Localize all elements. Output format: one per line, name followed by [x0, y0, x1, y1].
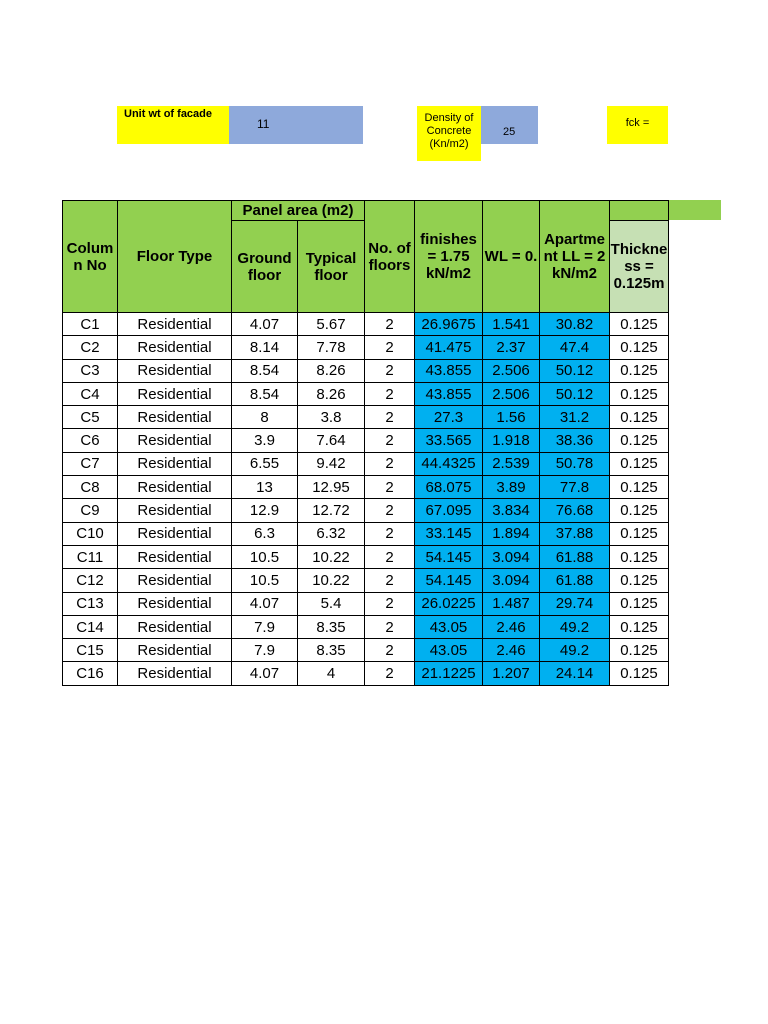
header-apartment-ll[interactable]: Apartme nt LL = 2 kN/m2 [540, 201, 610, 313]
cell-no-of-floors[interactable]: 2 [365, 639, 415, 662]
cell-no-of-floors[interactable]: 2 [365, 359, 415, 382]
cell-apartment-ll[interactable]: 30.82 [540, 313, 610, 336]
cell-floor-type[interactable]: Residential [118, 592, 232, 615]
cell-floor-type[interactable]: Residential [118, 406, 232, 429]
cell-finishes[interactable]: 54.145 [415, 569, 483, 592]
cell-wl[interactable]: 1.894 [483, 522, 540, 545]
table-row [63, 382, 669, 405]
cell-column-no[interactable]: C3 [63, 359, 118, 382]
cell-apartment-ll[interactable]: 29.74 [540, 592, 610, 615]
cell-ground-floor[interactable]: 13 [232, 476, 298, 499]
cell-apartment-ll[interactable]: 49.2 [540, 639, 610, 662]
cell-apartment-ll[interactable]: 24.14 [540, 662, 610, 685]
cell-wl[interactable]: 3.094 [483, 569, 540, 592]
cell-column-no[interactable]: C14 [63, 615, 118, 638]
cell-column-no[interactable]: C6 [63, 429, 118, 452]
header-floor-type[interactable]: Floor Type [118, 201, 232, 313]
cell-column-no[interactable]: C4 [63, 382, 118, 405]
cell-ground-floor[interactable]: 6.55 [232, 452, 298, 475]
cell-typical-floor[interactable]: 9.42 [298, 452, 365, 475]
cell-floor-type[interactable]: Residential [118, 336, 232, 359]
cell-thickness[interactable]: 0.125 [610, 499, 669, 522]
cell-typical-floor[interactable]: 6.32 [298, 522, 365, 545]
cell-ground-floor[interactable]: 8 [232, 406, 298, 429]
density-concrete-value[interactable]: 25 [481, 106, 538, 144]
cell-ground-floor[interactable]: 7.9 [232, 639, 298, 662]
cell-wl[interactable]: 1.918 [483, 429, 540, 452]
cell-finishes[interactable]: 43.05 [415, 639, 483, 662]
cell-typical-floor[interactable]: 12.95 [298, 476, 365, 499]
table-row [63, 452, 669, 475]
table-row [63, 476, 669, 499]
table-row [63, 499, 669, 522]
cell-wl[interactable]: 2.506 [483, 382, 540, 405]
cell-typical-floor[interactable]: 8.35 [298, 639, 365, 662]
cell-ground-floor[interactable]: 8.54 [232, 359, 298, 382]
cell-apartment-ll[interactable]: 61.88 [540, 569, 610, 592]
cell-ground-floor[interactable]: 4.07 [232, 592, 298, 615]
cell-typical-floor[interactable]: 7.78 [298, 336, 365, 359]
cell-no-of-floors[interactable]: 2 [365, 662, 415, 685]
cell-ground-floor[interactable]: 12.9 [232, 499, 298, 522]
cell-finishes[interactable]: 68.075 [415, 476, 483, 499]
cell-finishes[interactable]: 43.05 [415, 615, 483, 638]
cell-column-no[interactable]: C11 [63, 545, 118, 568]
cell-floor-type[interactable]: Residential [118, 382, 232, 405]
cell-wl[interactable]: 1.541 [483, 313, 540, 336]
cell-ground-floor[interactable]: 10.5 [232, 569, 298, 592]
cell-floor-type[interactable]: Residential [118, 522, 232, 545]
header-column-no[interactable]: Colum n No [63, 201, 118, 313]
cell-thickness[interactable]: 0.125 [610, 615, 669, 638]
cell-column-no[interactable]: C10 [63, 522, 118, 545]
cell-column-no[interactable]: C8 [63, 476, 118, 499]
cell-finishes[interactable]: 33.145 [415, 522, 483, 545]
header-thickness[interactable]: Thickne ss = 0.125m [610, 221, 669, 313]
cell-thickness[interactable]: 0.125 [610, 336, 669, 359]
cell-apartment-ll[interactable]: 50.78 [540, 452, 610, 475]
cell-thickness[interactable]: 0.125 [610, 522, 669, 545]
table-row [63, 662, 669, 685]
cell-column-no[interactable]: C16 [63, 662, 118, 685]
cell-no-of-floors[interactable]: 2 [365, 569, 415, 592]
cell-typical-floor[interactable]: 8.35 [298, 615, 365, 638]
cell-no-of-floors[interactable]: 2 [365, 452, 415, 475]
cell-thickness[interactable]: 0.125 [610, 545, 669, 568]
cell-ground-floor[interactable]: 4.07 [232, 313, 298, 336]
unit-wt-facade-value[interactable]: 11 [229, 106, 363, 144]
table-row [63, 592, 669, 615]
cell-wl[interactable]: 2.539 [483, 452, 540, 475]
cell-wl[interactable]: 3.094 [483, 545, 540, 568]
cell-apartment-ll[interactable]: 76.68 [540, 499, 610, 522]
cell-no-of-floors[interactable]: 2 [365, 522, 415, 545]
cell-typical-floor[interactable]: 4 [298, 662, 365, 685]
cell-column-no[interactable]: C13 [63, 592, 118, 615]
cell-finishes[interactable]: 41.475 [415, 336, 483, 359]
cell-floor-type[interactable]: Residential [118, 313, 232, 336]
cell-no-of-floors[interactable]: 2 [365, 592, 415, 615]
cell-no-of-floors[interactable]: 2 [365, 615, 415, 638]
cell-floor-type[interactable]: Residential [118, 359, 232, 382]
cell-floor-type[interactable]: Residential [118, 545, 232, 568]
cell-floor-type[interactable]: Residential [118, 662, 232, 685]
column-load-table [62, 200, 669, 686]
header-typical-floor[interactable]: Typical floor [298, 221, 365, 313]
cell-ground-floor[interactable]: 10.5 [232, 545, 298, 568]
cell-no-of-floors[interactable]: 2 [365, 406, 415, 429]
cell-no-of-floors[interactable]: 2 [365, 476, 415, 499]
cell-floor-type[interactable]: Residential [118, 476, 232, 499]
cell-wl[interactable]: 3.834 [483, 499, 540, 522]
table-row [63, 429, 669, 452]
cell-typical-floor[interactable]: 10.22 [298, 545, 365, 568]
density-concrete-label: Density of Concrete (Kn/m2) [417, 106, 481, 161]
table-row [63, 615, 669, 638]
cell-finishes[interactable]: 21.1225 [415, 662, 483, 685]
cell-floor-type[interactable]: Residential [118, 615, 232, 638]
table-row [63, 639, 669, 662]
cell-thickness[interactable]: 0.125 [610, 592, 669, 615]
cell-no-of-floors[interactable]: 2 [365, 382, 415, 405]
cell-no-of-floors[interactable]: 2 [365, 429, 415, 452]
cell-typical-floor[interactable]: 12.72 [298, 499, 365, 522]
cell-thickness[interactable]: 0.125 [610, 662, 669, 685]
cell-finishes[interactable]: 27.3 [415, 406, 483, 429]
cell-thickness[interactable]: 0.125 [610, 452, 669, 475]
table-row [63, 313, 669, 336]
table-row [63, 545, 669, 568]
cell-no-of-floors[interactable]: 2 [365, 545, 415, 568]
cell-finishes[interactable]: 26.9675 [415, 313, 483, 336]
cell-apartment-ll[interactable]: 37.88 [540, 522, 610, 545]
cell-ground-floor[interactable]: 6.3 [232, 522, 298, 545]
header-finishes[interactable]: finishes = 1.75 kN/m2 [415, 201, 483, 313]
cell-typical-floor[interactable]: 8.26 [298, 382, 365, 405]
cell-wl[interactable]: 2.46 [483, 615, 540, 638]
cell-wl[interactable]: 2.506 [483, 359, 540, 382]
cell-wl[interactable]: 1.487 [483, 592, 540, 615]
cell-floor-type[interactable]: Residential [118, 429, 232, 452]
cell-typical-floor[interactable]: 7.64 [298, 429, 365, 452]
cell-wl[interactable]: 1.207 [483, 662, 540, 685]
cell-apartment-ll[interactable]: 77.8 [540, 476, 610, 499]
cell-wl[interactable]: 2.37 [483, 336, 540, 359]
cell-thickness[interactable]: 0.125 [610, 569, 669, 592]
cell-apartment-ll[interactable]: 50.12 [540, 359, 610, 382]
header-wl[interactable]: WL = 0. [483, 201, 540, 313]
cell-finishes[interactable]: 43.855 [415, 382, 483, 405]
cell-apartment-ll[interactable]: 50.12 [540, 382, 610, 405]
cell-ground-floor[interactable]: 8.14 [232, 336, 298, 359]
table-row [63, 569, 669, 592]
cell-thickness[interactable]: 0.125 [610, 476, 669, 499]
table-row [63, 522, 669, 545]
cell-column-no[interactable]: C7 [63, 452, 118, 475]
cell-column-no[interactable]: C2 [63, 336, 118, 359]
cell-wl[interactable]: 3.89 [483, 476, 540, 499]
cell-column-no[interactable]: C12 [63, 569, 118, 592]
unit-wt-facade-label: Unit wt of facade [117, 106, 229, 144]
cell-thickness[interactable]: 0.125 [610, 429, 669, 452]
cell-typical-floor[interactable]: 10.22 [298, 569, 365, 592]
cell-thickness[interactable]: 0.125 [610, 313, 669, 336]
cell-ground-floor[interactable]: 4.07 [232, 662, 298, 685]
cell-ground-floor[interactable]: 3.9 [232, 429, 298, 452]
cell-column-no[interactable]: C1 [63, 313, 118, 336]
fck-label: fck = [607, 106, 668, 144]
cell-floor-type[interactable]: Residential [118, 499, 232, 522]
table-row [63, 336, 669, 359]
table-row [63, 359, 669, 382]
cell-thickness[interactable]: 0.125 [610, 382, 669, 405]
cell-no-of-floors[interactable]: 2 [365, 499, 415, 522]
cell-column-no[interactable]: C15 [63, 639, 118, 662]
cell-floor-type[interactable]: Residential [118, 452, 232, 475]
header-panel-area[interactable]: Panel area (m2) [232, 201, 365, 221]
cell-apartment-ll[interactable]: 47.4 [540, 336, 610, 359]
cell-thickness[interactable]: 0.125 [610, 406, 669, 429]
cell-finishes[interactable]: 54.145 [415, 545, 483, 568]
cell-wl[interactable]: 2.46 [483, 639, 540, 662]
table-row [63, 406, 669, 429]
cell-typical-floor[interactable]: 5.4 [298, 592, 365, 615]
cell-floor-type[interactable]: Residential [118, 639, 232, 662]
cell-column-no[interactable]: C9 [63, 499, 118, 522]
cell-ground-floor[interactable]: 7.9 [232, 615, 298, 638]
cell-apartment-ll[interactable]: 61.88 [540, 545, 610, 568]
cell-thickness[interactable]: 0.125 [610, 359, 669, 382]
cell-finishes[interactable]: 43.855 [415, 359, 483, 382]
cell-wl[interactable]: 1.56 [483, 406, 540, 429]
cell-no-of-floors[interactable]: 2 [365, 313, 415, 336]
cell-ground-floor[interactable]: 8.54 [232, 382, 298, 405]
cell-finishes[interactable]: 67.095 [415, 499, 483, 522]
cell-thickness[interactable]: 0.125 [610, 639, 669, 662]
header-blank-cell [610, 201, 669, 221]
cell-typical-floor[interactable]: 3.8 [298, 406, 365, 429]
cell-apartment-ll[interactable]: 38.36 [540, 429, 610, 452]
cell-typical-floor[interactable]: 8.26 [298, 359, 365, 382]
cell-column-no[interactable]: C5 [63, 406, 118, 429]
cell-finishes[interactable]: 26.0225 [415, 592, 483, 615]
cell-finishes[interactable]: 44.4325 [415, 452, 483, 475]
cell-typical-floor[interactable]: 5.67 [298, 313, 365, 336]
cell-apartment-ll[interactable]: 49.2 [540, 615, 610, 638]
cell-floor-type[interactable]: Residential [118, 569, 232, 592]
cell-apartment-ll[interactable]: 31.2 [540, 406, 610, 429]
header-no-of-floors[interactable]: No. of floors [365, 201, 415, 313]
cell-finishes[interactable]: 33.565 [415, 429, 483, 452]
header-ground-floor[interactable]: Ground floor [232, 221, 298, 313]
cell-no-of-floors[interactable]: 2 [365, 336, 415, 359]
